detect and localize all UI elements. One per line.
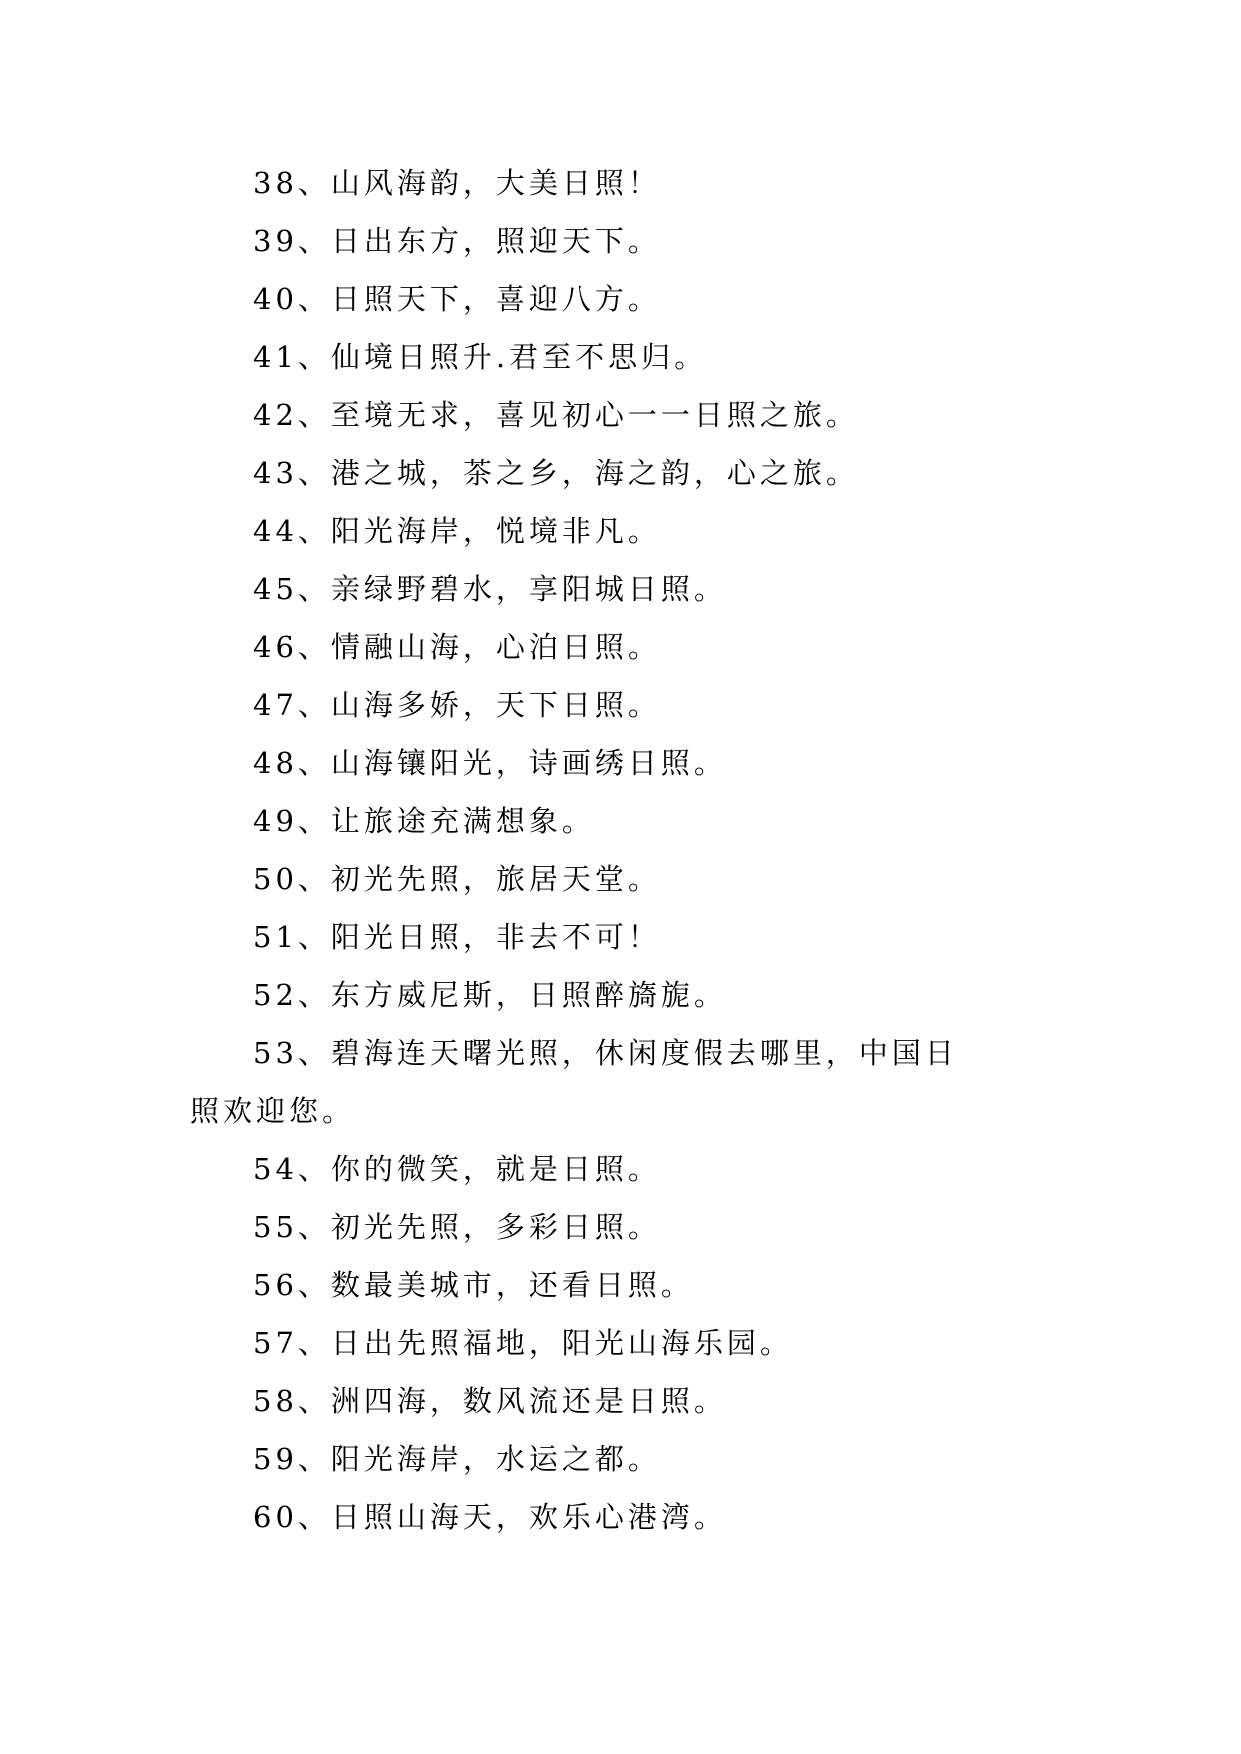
list-item-text: 48、山海镶阳光，诗画绣日照。 [253, 746, 727, 780]
list-item [0, 1430, 1241, 1488]
list-item-text: 58、洲四海，数风流还是日照。 [253, 1384, 727, 1418]
list-item [0, 1140, 1241, 1198]
list-item [0, 1372, 1241, 1430]
list-item-text: 55、初光先照，多彩日照。 [253, 1210, 661, 1244]
list-item-text: 56、数最美城市，还看日照。 [253, 1268, 694, 1302]
list-item [0, 1488, 1241, 1546]
list-item-text: 59、阳光海岸，水运之都。 [253, 1442, 661, 1476]
list-item-text: 49、让旅途充满想象。 [253, 804, 595, 838]
list-item-text: 51、阳光日照，非去不可！ [253, 920, 661, 954]
list-item [0, 1198, 1241, 1256]
list-item [0, 1024, 1241, 1140]
list-item-text: 47、山海多娇，天下日照。 [253, 688, 661, 722]
list-item-text: 44、阳光海岸，悦境非凡。 [253, 514, 661, 548]
list-item [0, 1314, 1241, 1372]
list-item-text: 43、港之城，茶之乡，海之韵，心之旅。 [253, 456, 859, 490]
list-item-text: 50、初光先照，旅居天堂。 [253, 862, 661, 896]
list-item [0, 212, 1241, 270]
slogan-list [0, 154, 1241, 1546]
list-item [0, 676, 1241, 734]
list-item [0, 966, 1241, 1024]
list-item-text: 40、日照天下，喜迎八方。 [253, 282, 661, 316]
list-item [0, 908, 1241, 966]
list-item [0, 618, 1241, 676]
list-item [0, 444, 1241, 502]
list-item [0, 1256, 1241, 1314]
list-item [0, 850, 1241, 908]
list-item-text: 39、日出东方，照迎天下。 [253, 224, 661, 258]
list-item-text: 38、山风海韵，大美日照！ [253, 166, 661, 200]
list-item [0, 386, 1241, 444]
list-item-text: 54、你的微笑，就是日照。 [253, 1152, 661, 1186]
list-item-text: 57、日出先照福地，阳光山海乐园。 [253, 1326, 793, 1360]
list-item-text: 60、日照山海天，欢乐心港湾。 [253, 1500, 727, 1534]
list-item [0, 154, 1241, 212]
list-item-text: 52、东方威尼斯，日照醉旖旎。 [253, 978, 727, 1012]
list-item [0, 560, 1241, 618]
list-item [0, 792, 1241, 850]
list-item [0, 328, 1241, 386]
list-item [0, 502, 1241, 560]
list-item [0, 270, 1241, 328]
list-item [0, 734, 1241, 792]
list-item-text: 53、碧海连天曙光照，休闲度假去哪里，中国日照欢迎您。 [190, 1036, 958, 1128]
list-item-text: 42、至境无求，喜见初心一一日照之旅。 [253, 398, 859, 432]
list-item-text: 45、亲绿野碧水，享阳城日照。 [253, 572, 727, 606]
list-item-text: 41、仙境日照升.君至不思归。 [253, 340, 708, 374]
list-item-text: 46、情融山海，心泊日照。 [253, 630, 661, 664]
